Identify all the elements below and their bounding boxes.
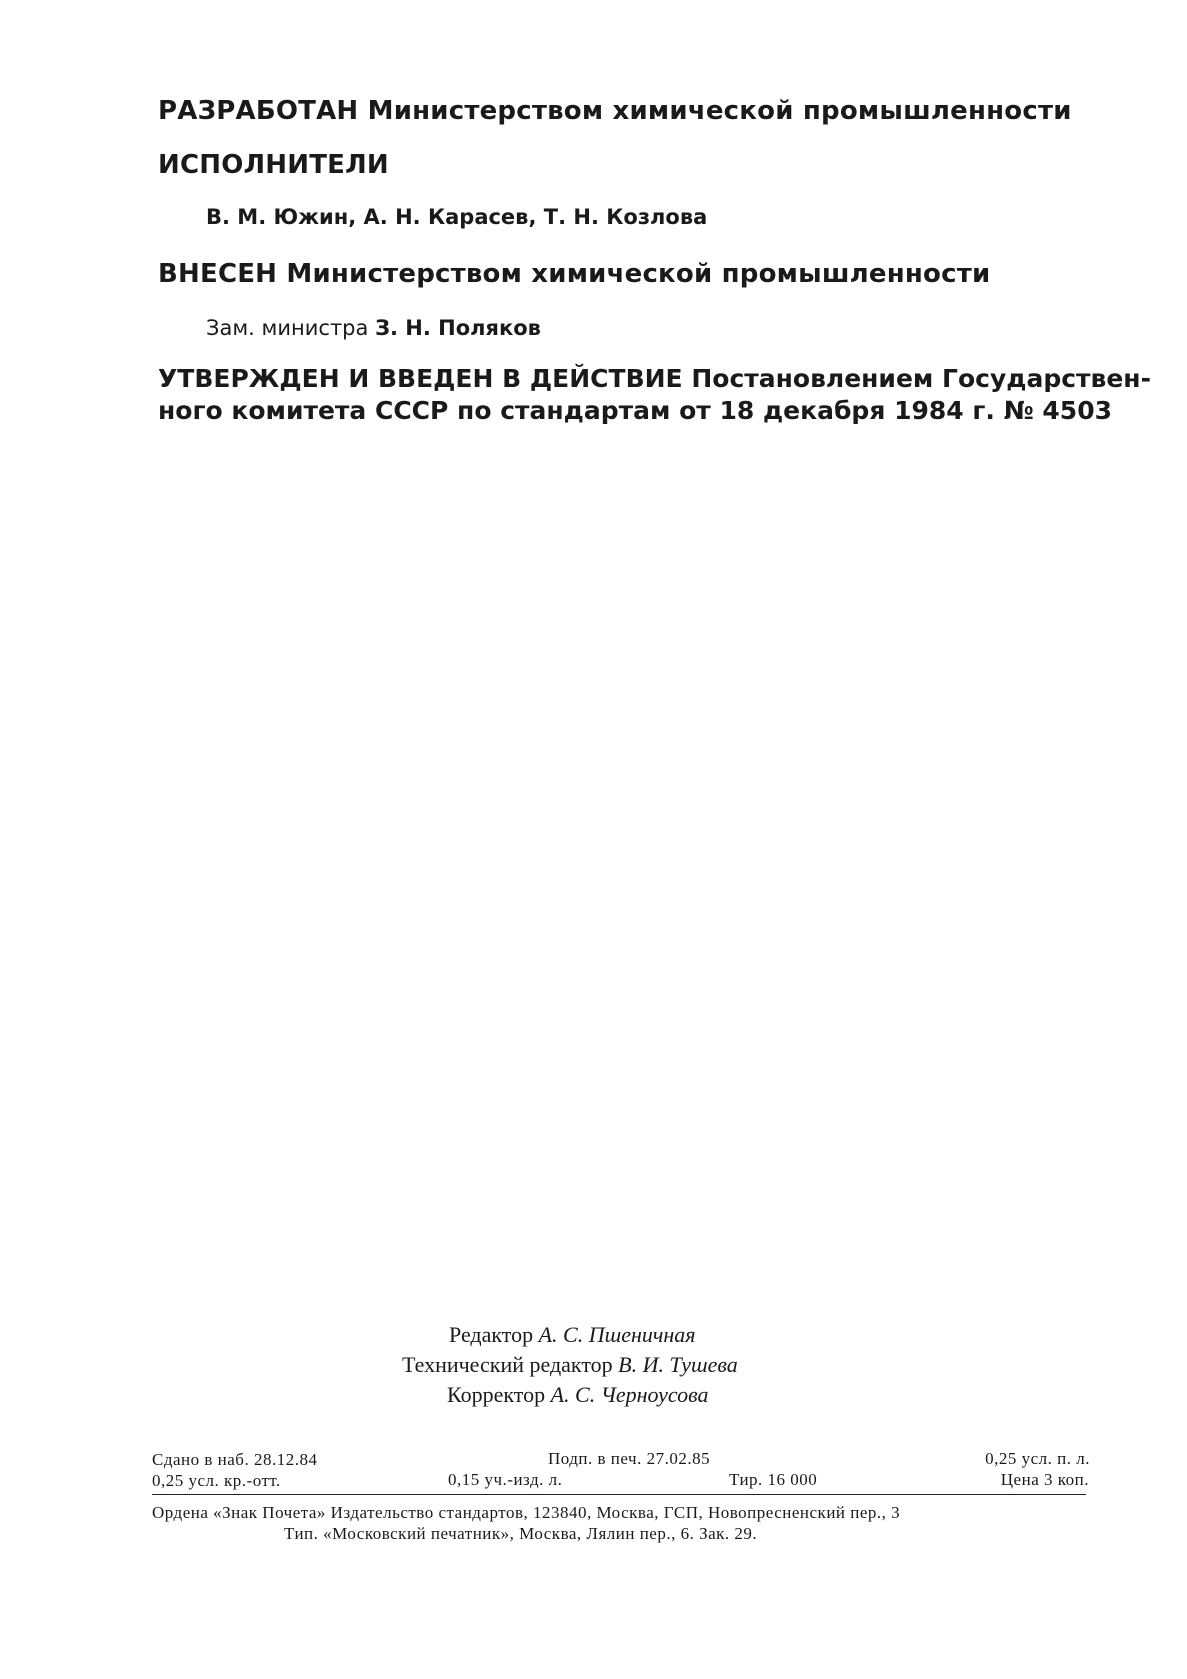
tech-editor-name: В. И. Тушева	[618, 1352, 738, 1377]
performers-heading: ИСПОЛНИТЕЛИ	[158, 150, 389, 180]
imprint-kr-ott: 0,25 усл. кр.-отт.	[152, 1471, 281, 1490]
imprint-print-sheets: 0,25 усл. п. л.	[985, 1449, 1090, 1468]
publisher-line2: Тип. «Московский печатник», Москва, Лялин пер., 6. Зак. 29.	[284, 1524, 758, 1543]
imprint-price: Цена 3 коп.	[1000, 1470, 1089, 1489]
imprint-sent: Сдано в наб. 28.12.84	[152, 1450, 318, 1469]
deputy-line	[206, 316, 541, 340]
imprint-uch-izd: 0,15 уч.-изд. л.	[448, 1470, 563, 1489]
introduced-label: ВНЕСЕН	[158, 259, 278, 289]
editor-name: А. С. Пшеничная	[538, 1322, 696, 1347]
publisher-line1: Ордена «Знак Почета» Издательство стандартов, 123840, Москва, ГСП, Новопресненский пер., 3	[152, 1503, 901, 1522]
imprint-signed: Подп. в печ. 27.02.85	[548, 1449, 711, 1468]
introduced-line	[158, 259, 990, 289]
developed-line	[158, 96, 1072, 126]
proofreader-role: Корректор	[447, 1382, 546, 1407]
approved-line2: ного комитета СССР по стандартам от 18 декабря 1984 г. № 4503	[158, 396, 1112, 425]
imprint-rule	[152, 1494, 1086, 1495]
deputy-role: Зам. министра	[206, 316, 369, 340]
proofreader-line	[447, 1382, 708, 1408]
editor-role: Редактор	[449, 1322, 534, 1347]
deputy-name: З. Н. Поляков	[375, 316, 541, 340]
performers-names: В. М. Южин, А. Н. Карасев, Т. Н. Козлова	[206, 205, 708, 229]
developed-by: Министерством химической промышленности	[367, 96, 1072, 126]
approved-label: УТВЕРЖДЕН И ВВЕДЕН В ДЕЙСТВИЕ	[158, 364, 683, 393]
tech-editor-line	[402, 1352, 738, 1378]
approved-line1	[158, 364, 1151, 393]
approved-text-line1: Постановлением Государствен-	[691, 364, 1151, 393]
editor-line	[449, 1322, 696, 1348]
imprint-tirage: Тир. 16 000	[729, 1470, 818, 1489]
proofreader-name: А. С. Черноусова	[550, 1382, 709, 1407]
introduced-by: Министерством химической промышленности	[286, 259, 991, 289]
tech-editor-role: Технический редактор	[402, 1352, 613, 1377]
developed-label: РАЗРАБОТАН	[158, 96, 359, 126]
